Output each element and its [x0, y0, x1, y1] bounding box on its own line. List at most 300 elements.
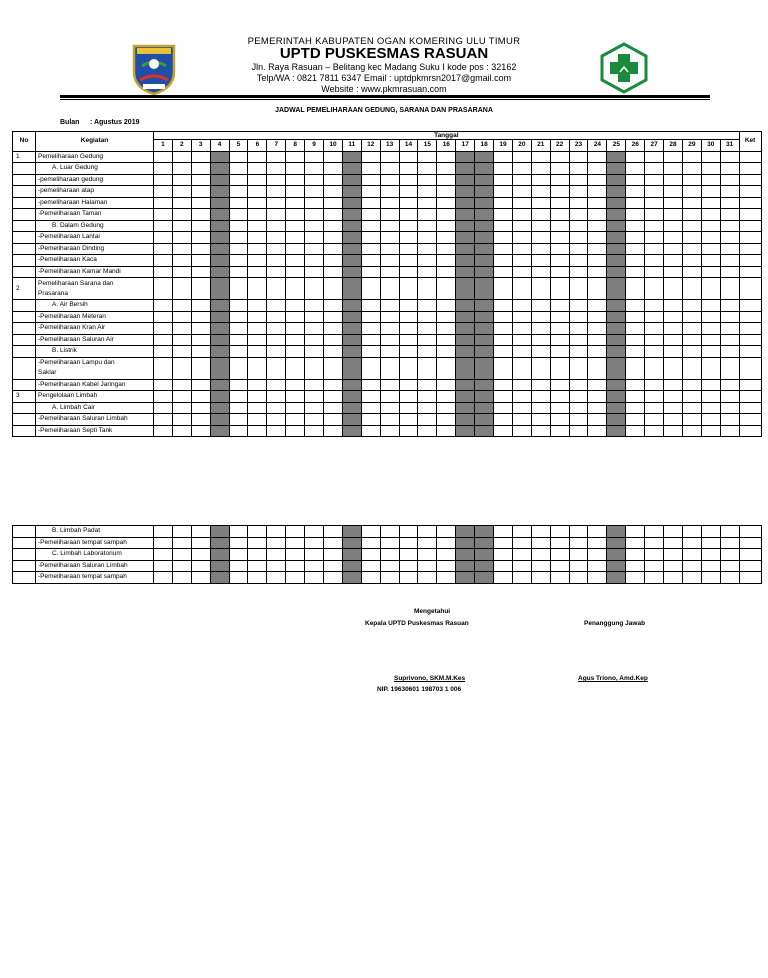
day-cell	[399, 379, 418, 391]
day-cell	[626, 402, 645, 414]
row-activity-text: -Pemeliharaan Saluran Limbah	[38, 561, 128, 569]
day-cell	[475, 346, 494, 358]
row-activity-text: -Pemeliharaan Lantai	[38, 233, 100, 241]
row-activity-text: C. Limbah Laboratorium	[52, 550, 122, 558]
day-cell	[154, 300, 173, 312]
day-cell	[701, 572, 720, 584]
day-cell	[475, 560, 494, 572]
day-cell	[361, 163, 380, 175]
day-cell	[607, 255, 626, 267]
row-no	[13, 549, 36, 561]
day-cell	[626, 572, 645, 584]
day-cell	[361, 346, 380, 358]
day-cell	[380, 414, 399, 426]
day-cell	[342, 379, 361, 391]
day-cell	[210, 163, 229, 175]
day-cell	[456, 278, 475, 300]
day-cell	[191, 151, 210, 163]
row-activity-text: A. Air Bersih	[52, 301, 88, 309]
day-cell	[512, 311, 531, 323]
header-day: 13	[380, 140, 399, 152]
day-cell	[626, 151, 645, 163]
row-no	[13, 255, 36, 267]
day-cell	[682, 346, 701, 358]
day-cell	[248, 425, 267, 437]
day-cell	[550, 197, 569, 209]
day-cell	[494, 414, 513, 426]
day-cell	[248, 163, 267, 175]
day-cell	[361, 414, 380, 426]
day-cell	[475, 266, 494, 278]
row-no	[13, 209, 36, 221]
day-cell	[720, 357, 739, 379]
day-cell	[437, 243, 456, 255]
row-activity	[36, 357, 154, 379]
day-cell	[720, 549, 739, 561]
table-row	[13, 278, 762, 300]
day-cell	[569, 357, 588, 379]
day-cell	[569, 186, 588, 198]
day-cell	[418, 278, 437, 300]
day-cell	[682, 163, 701, 175]
day-cell	[361, 186, 380, 198]
header-day: 22	[550, 140, 569, 152]
day-cell	[342, 526, 361, 538]
ket-cell	[739, 549, 761, 561]
day-cell	[550, 526, 569, 538]
day-cell	[154, 346, 173, 358]
day-cell	[626, 266, 645, 278]
day-cell	[380, 425, 399, 437]
day-cell	[172, 174, 191, 186]
day-cell	[380, 346, 399, 358]
day-cell	[210, 379, 229, 391]
day-cell	[399, 572, 418, 584]
day-cell	[210, 425, 229, 437]
row-activity-text: Pengelolaan Limbah	[38, 392, 98, 400]
day-cell	[191, 537, 210, 549]
day-cell	[664, 255, 683, 267]
day-cell	[210, 323, 229, 335]
day-cell	[475, 549, 494, 561]
day-cell	[399, 402, 418, 414]
day-cell	[531, 526, 550, 538]
day-cell	[475, 526, 494, 538]
day-cell	[324, 402, 343, 414]
day-cell	[324, 549, 343, 561]
row-activity-text: Pemeliharaan Gedung	[38, 152, 104, 160]
day-cell	[324, 311, 343, 323]
day-cell	[494, 323, 513, 335]
day-cell	[437, 197, 456, 209]
day-cell	[361, 379, 380, 391]
day-cell	[286, 220, 305, 232]
day-cell	[324, 323, 343, 335]
day-cell	[531, 311, 550, 323]
day-cell	[210, 414, 229, 426]
day-cell	[550, 278, 569, 300]
day-cell	[267, 243, 286, 255]
day-cell	[512, 186, 531, 198]
header-day: 10	[324, 140, 343, 152]
day-cell	[588, 243, 607, 255]
day-cell	[229, 379, 248, 391]
day-cell	[229, 255, 248, 267]
schedule-table	[12, 131, 762, 437]
day-cell	[531, 197, 550, 209]
letterhead-rule-thin	[60, 99, 710, 100]
day-cell	[286, 197, 305, 209]
day-cell	[645, 402, 664, 414]
day-cell	[682, 255, 701, 267]
day-cell	[286, 278, 305, 300]
acknowledged-label: Mengetahui	[414, 608, 451, 615]
day-cell	[437, 402, 456, 414]
day-cell	[248, 232, 267, 244]
day-cell	[531, 357, 550, 379]
day-cell	[191, 163, 210, 175]
day-cell	[550, 549, 569, 561]
day-cell	[418, 425, 437, 437]
day-cell	[324, 209, 343, 221]
day-cell	[475, 414, 494, 426]
day-cell	[210, 197, 229, 209]
day-cell	[248, 197, 267, 209]
day-cell	[720, 425, 739, 437]
day-cell	[607, 266, 626, 278]
day-cell	[701, 323, 720, 335]
day-cell	[380, 311, 399, 323]
day-cell	[475, 572, 494, 584]
day-cell	[154, 220, 173, 232]
day-cell	[305, 197, 324, 209]
day-cell	[305, 174, 324, 186]
day-cell	[494, 402, 513, 414]
table-row	[13, 391, 762, 403]
header-day: 8	[286, 140, 305, 152]
day-cell	[512, 549, 531, 561]
row-activity-text-cont: Saklar	[38, 369, 57, 376]
ket-cell	[739, 186, 761, 198]
day-cell	[248, 346, 267, 358]
day-cell	[342, 425, 361, 437]
day-cell	[380, 402, 399, 414]
day-cell	[324, 255, 343, 267]
day-cell	[380, 197, 399, 209]
day-cell	[210, 357, 229, 379]
header-day: 23	[569, 140, 588, 152]
header-day: 17	[456, 140, 475, 152]
day-cell	[588, 549, 607, 561]
day-cell	[191, 560, 210, 572]
day-cell	[664, 174, 683, 186]
header-kegiatan: Kegiatan	[36, 132, 154, 152]
letterhead-address: Jln. Raya Rasuan – Belitang kec Madang Suku I kode pos : 32162	[251, 62, 517, 72]
row-activity-text-cont: Prasarana	[38, 289, 68, 297]
day-cell	[645, 379, 664, 391]
day-cell	[191, 311, 210, 323]
day-cell	[267, 174, 286, 186]
day-cell	[324, 232, 343, 244]
day-cell	[172, 560, 191, 572]
row-activity-text: -Pemeliharaan Kran Air	[38, 324, 106, 332]
day-cell	[682, 537, 701, 549]
day-cell	[626, 414, 645, 426]
table-row	[13, 334, 762, 346]
day-cell	[569, 379, 588, 391]
day-cell	[645, 537, 664, 549]
day-cell	[456, 174, 475, 186]
day-cell	[512, 255, 531, 267]
day-cell	[456, 151, 475, 163]
ket-cell	[739, 537, 761, 549]
day-cell	[286, 560, 305, 572]
responsible-label: Penanggung Jawab	[584, 620, 646, 627]
day-cell	[645, 151, 664, 163]
day-cell	[437, 334, 456, 346]
day-cell	[229, 346, 248, 358]
day-cell	[607, 243, 626, 255]
day-cell	[305, 414, 324, 426]
day-cell	[380, 174, 399, 186]
day-cell	[305, 549, 324, 561]
header-no: No	[13, 132, 36, 152]
day-cell	[267, 402, 286, 414]
table-row	[13, 425, 762, 437]
day-cell	[626, 549, 645, 561]
day-cell	[361, 278, 380, 300]
day-cell	[701, 209, 720, 221]
row-activity	[36, 549, 154, 561]
day-cell	[682, 174, 701, 186]
day-cell	[229, 572, 248, 584]
day-cell	[701, 414, 720, 426]
ket-cell	[739, 560, 761, 572]
day-cell	[361, 549, 380, 561]
day-cell	[229, 537, 248, 549]
day-cell	[588, 425, 607, 437]
day-cell	[267, 209, 286, 221]
header-day: 9	[305, 140, 324, 152]
day-cell	[682, 526, 701, 538]
header-day: 2	[172, 140, 191, 152]
ket-cell	[739, 278, 761, 300]
day-cell	[210, 391, 229, 403]
ket-cell	[739, 243, 761, 255]
day-cell	[626, 163, 645, 175]
day-cell	[229, 414, 248, 426]
day-cell	[342, 300, 361, 312]
day-cell	[229, 323, 248, 335]
row-activity	[36, 425, 154, 437]
letterhead-contact: Telp/WA : 0821 7811 6347 Email : uptdpkmrsn2017@gmail.com	[256, 73, 512, 83]
day-cell	[645, 186, 664, 198]
day-cell	[286, 232, 305, 244]
day-cell	[512, 151, 531, 163]
day-cell	[682, 560, 701, 572]
day-cell	[286, 300, 305, 312]
day-cell	[475, 379, 494, 391]
ket-cell	[739, 255, 761, 267]
day-cell	[210, 232, 229, 244]
day-cell	[305, 300, 324, 312]
day-cell	[588, 414, 607, 426]
day-cell	[210, 186, 229, 198]
day-cell	[248, 572, 267, 584]
day-cell	[475, 232, 494, 244]
day-cell	[475, 402, 494, 414]
row-no	[13, 232, 36, 244]
row-no	[13, 243, 36, 255]
day-cell	[512, 266, 531, 278]
day-cell	[550, 209, 569, 221]
header-day: 11	[342, 140, 361, 152]
day-cell	[456, 197, 475, 209]
day-cell	[267, 186, 286, 198]
day-cell	[720, 174, 739, 186]
letterhead-org: UPTD PUSKESMAS RASUAN	[279, 45, 489, 62]
day-cell	[588, 572, 607, 584]
day-cell	[494, 334, 513, 346]
day-cell	[380, 266, 399, 278]
day-cell	[720, 209, 739, 221]
day-cell	[267, 311, 286, 323]
day-cell	[399, 549, 418, 561]
day-cell	[286, 255, 305, 267]
day-cell	[720, 414, 739, 426]
day-cell	[154, 379, 173, 391]
day-cell	[399, 220, 418, 232]
row-no	[13, 311, 36, 323]
day-cell	[191, 243, 210, 255]
header-day: 30	[701, 140, 720, 152]
day-cell	[305, 346, 324, 358]
day-cell	[248, 323, 267, 335]
day-cell	[494, 197, 513, 209]
day-cell	[380, 379, 399, 391]
ket-cell	[739, 220, 761, 232]
day-cell	[588, 391, 607, 403]
day-cell	[191, 572, 210, 584]
day-cell	[720, 346, 739, 358]
day-cell	[154, 311, 173, 323]
day-cell	[664, 357, 683, 379]
day-cell	[172, 232, 191, 244]
day-cell	[569, 391, 588, 403]
ket-cell	[739, 425, 761, 437]
day-cell	[286, 151, 305, 163]
day-cell	[626, 278, 645, 300]
day-cell	[437, 266, 456, 278]
day-cell	[664, 379, 683, 391]
table-row	[13, 186, 762, 198]
day-cell	[286, 379, 305, 391]
day-cell	[210, 311, 229, 323]
day-cell	[380, 334, 399, 346]
row-no	[13, 414, 36, 426]
header-ket: Ket	[739, 132, 761, 152]
day-cell	[512, 414, 531, 426]
table-row	[13, 379, 762, 391]
day-cell	[267, 197, 286, 209]
day-cell	[267, 220, 286, 232]
day-cell	[342, 391, 361, 403]
day-cell	[682, 334, 701, 346]
day-cell	[172, 255, 191, 267]
day-cell	[720, 334, 739, 346]
header-day: 21	[531, 140, 550, 152]
day-cell	[229, 311, 248, 323]
day-cell	[664, 311, 683, 323]
day-cell	[324, 379, 343, 391]
day-cell	[286, 346, 305, 358]
day-cell	[305, 311, 324, 323]
day-cell	[248, 311, 267, 323]
day-cell	[342, 414, 361, 426]
day-cell	[626, 209, 645, 221]
day-cell	[324, 425, 343, 437]
day-cell	[305, 266, 324, 278]
day-cell	[607, 300, 626, 312]
day-cell	[229, 220, 248, 232]
row-activity	[36, 334, 154, 346]
day-cell	[342, 209, 361, 221]
responsible-name: Agus Triono, Amd.Kep	[578, 675, 648, 682]
day-cell	[607, 549, 626, 561]
ket-cell	[739, 379, 761, 391]
day-cell	[399, 526, 418, 538]
day-cell	[437, 346, 456, 358]
day-cell	[418, 526, 437, 538]
day-cell	[267, 300, 286, 312]
day-cell	[361, 323, 380, 335]
row-activity-text: B. Listrik	[52, 347, 77, 355]
day-cell	[645, 266, 664, 278]
day-cell	[342, 357, 361, 379]
day-cell	[626, 232, 645, 244]
day-cell	[701, 220, 720, 232]
day-cell	[531, 232, 550, 244]
day-cell	[380, 163, 399, 175]
day-cell	[531, 391, 550, 403]
day-cell	[248, 391, 267, 403]
day-cell	[588, 220, 607, 232]
day-cell	[324, 197, 343, 209]
day-cell	[645, 209, 664, 221]
row-activity	[36, 560, 154, 572]
day-cell	[324, 151, 343, 163]
day-cell	[399, 174, 418, 186]
day-cell	[154, 197, 173, 209]
day-cell	[494, 151, 513, 163]
day-cell	[342, 278, 361, 300]
table-row	[13, 537, 762, 549]
row-activity-text: -Pemeliharaan Lampu dan	[38, 359, 115, 366]
day-cell	[267, 379, 286, 391]
row-activity-text: A. Luar Gedung	[52, 164, 98, 172]
day-cell	[361, 151, 380, 163]
day-cell	[531, 174, 550, 186]
day-cell	[456, 414, 475, 426]
day-cell	[229, 549, 248, 561]
row-no	[13, 220, 36, 232]
day-cell	[248, 300, 267, 312]
day-cell	[701, 243, 720, 255]
day-cell	[380, 255, 399, 267]
day-cell	[569, 537, 588, 549]
day-cell	[380, 323, 399, 335]
day-cell	[607, 278, 626, 300]
